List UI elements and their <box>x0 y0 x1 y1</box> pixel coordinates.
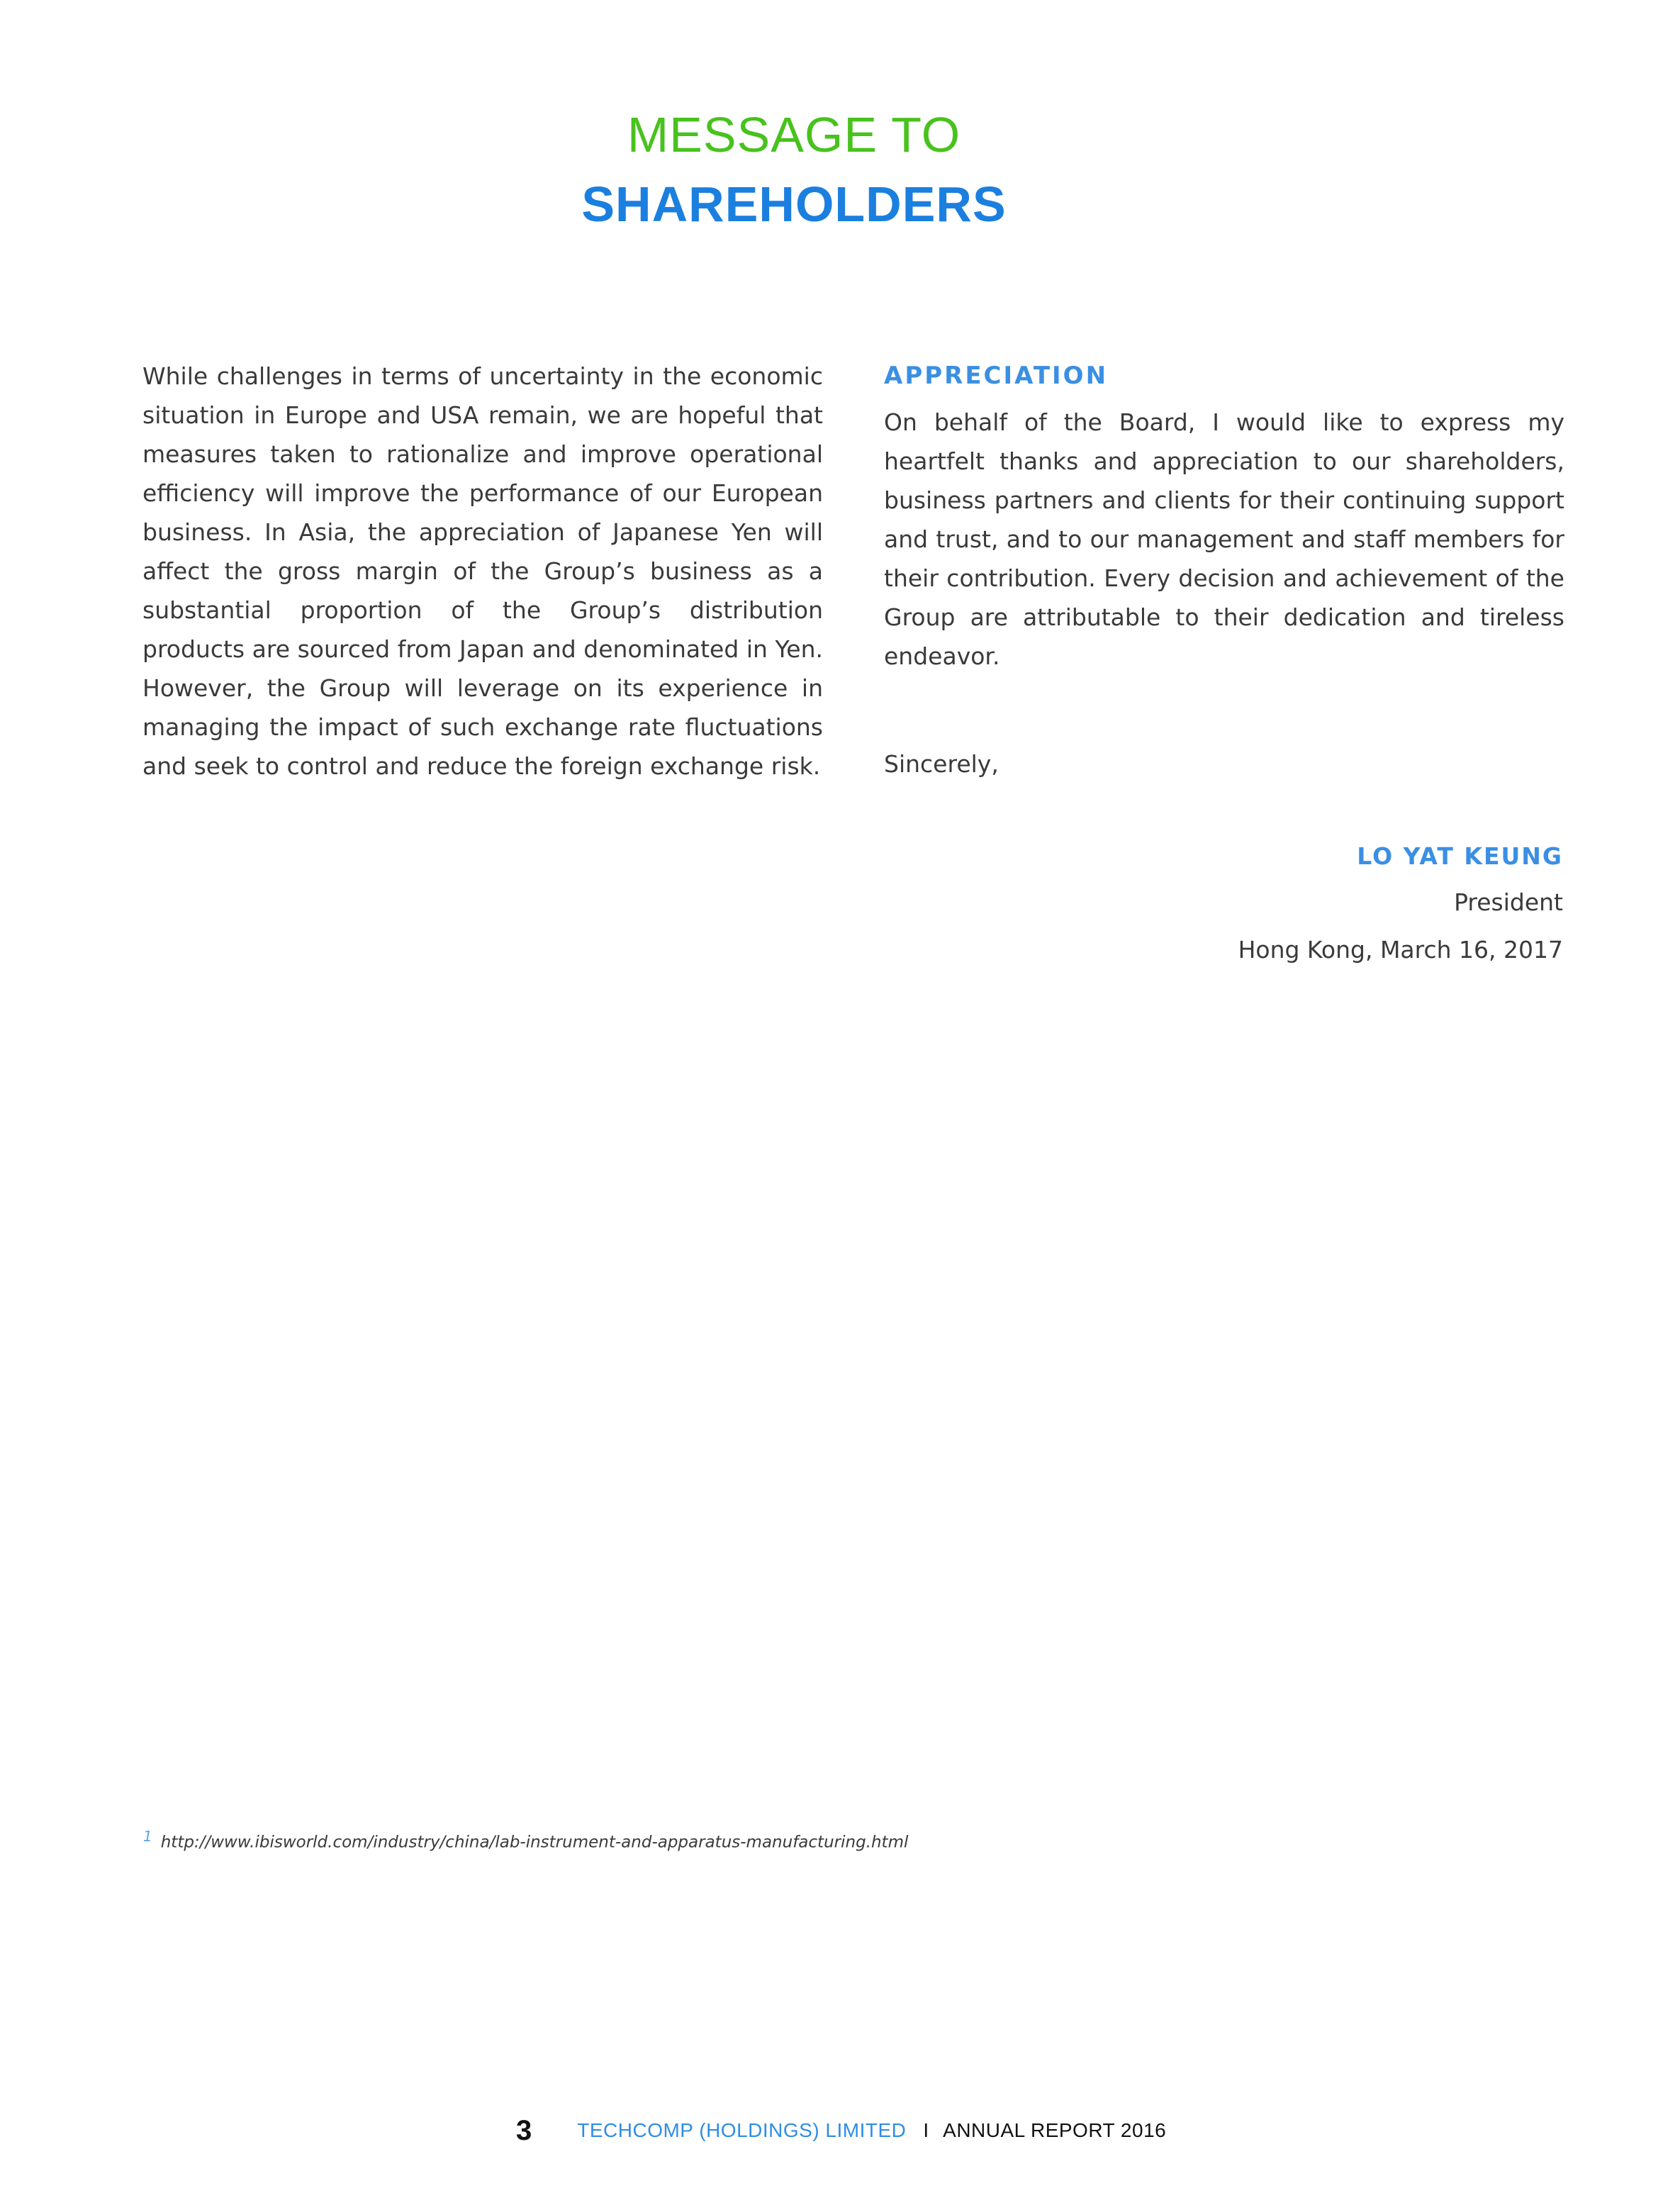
page-number: 3 <box>516 2114 532 2146</box>
left-column <box>142 357 823 786</box>
appreciation-paragraph: On behalf of the Board, I would like to express my heartfelt thanks and appreciation to our shareholders, business partners and clients for their continuing support and trust, and to our management and staff members for their contribution. Every decision and achievement of the Group are attributable to their dedication and tireless endeavor. <box>884 408 1564 670</box>
appreciation-heading: APPRECIATION <box>884 362 1109 390</box>
closing-text: Sincerely, <box>884 750 999 778</box>
footer-company: TECHCOMP (HOLDINGS) LIMITED <box>577 2119 907 2141</box>
footer-separator: I <box>923 2119 929 2141</box>
signatory-name: LO YAT KEUNG <box>1357 842 1563 870</box>
page-title-line2: SHAREHOLDERS <box>581 177 1007 232</box>
footnote <box>143 1828 908 1852</box>
page-title-line1: MESSAGE TO <box>627 107 961 162</box>
left-paragraph: While challenges in terms of uncertainty in the economic situation in Europe and USA remain, we are hopeful that measures taken to rationalize and improve operational efficiency will improve the performance of our European business. In Asia, the appreciation of Japanese Yen will affect the gross margin of the Group’s business as a substantial proportion of the Group’s distribution products are sourced from Japan and denominated in Yen. However, the Group will leverage on its experience in managing the impact of such exchange rate fluctuations and seek to control and reduce the foreign exchange risk. <box>142 362 823 780</box>
right-column <box>884 357 1564 676</box>
footnote-marker: 1 <box>143 1828 152 1845</box>
signatory-role: President <box>1454 888 1563 916</box>
footer-report: ANNUAL REPORT 2016 <box>943 2119 1167 2141</box>
footnote-link[interactable]: http://www.ibisworld.com/industry/china/lab-instrument-and-apparatus-manufacturing.html <box>160 1833 909 1852</box>
signatory-place-date: Hong Kong, March 16, 2017 <box>1238 936 1563 964</box>
signature-block <box>1238 837 1563 969</box>
page-footer <box>516 2113 1166 2148</box>
